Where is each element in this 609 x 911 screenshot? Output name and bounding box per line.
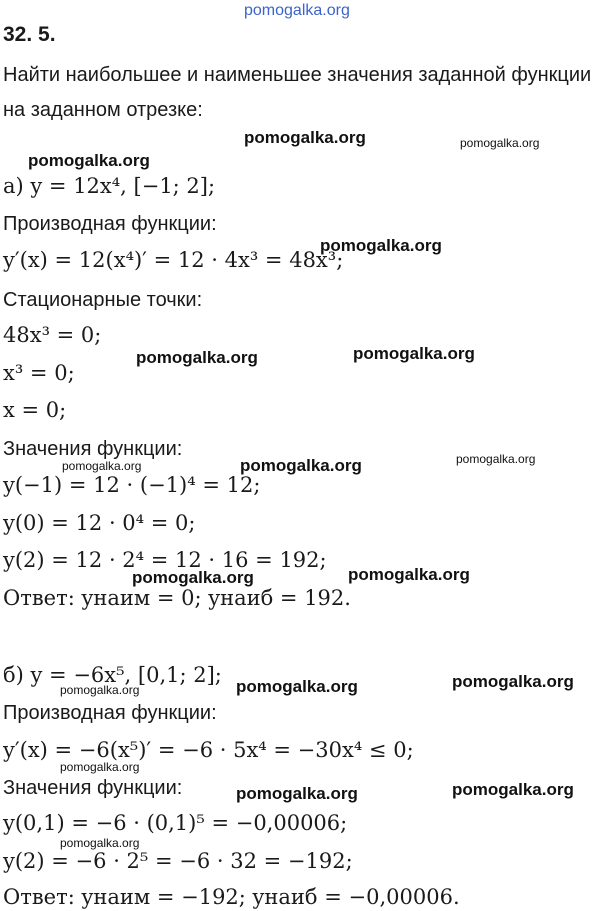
part-a-value-2: y(0) = 12 · 0⁴ = 0; bbox=[3, 511, 196, 535]
watermark: pomogalka.org bbox=[60, 836, 140, 850]
watermark: pomogalka.org bbox=[60, 683, 140, 697]
part-a-value-3: y(2) = 12 · 2⁴ = 12 · 16 = 192; bbox=[3, 548, 327, 572]
watermark: pomogalka.org bbox=[353, 344, 475, 363]
watermark: pomogalka.org bbox=[240, 456, 362, 475]
part-b-derivative: y′(x) = −6(x⁵)′ = −6 · 5x⁴ = −30x⁴ ≤ 0; bbox=[3, 738, 414, 762]
part-a-eq-1: 48x³ = 0; bbox=[3, 323, 102, 347]
part-b-statement: б) y = −6x⁵, [0,1; 2]; bbox=[3, 663, 222, 687]
watermark: pomogalka.org bbox=[60, 760, 140, 774]
part-a-derivative: y′(x) = 12(x⁴)′ = 12 · 4x³ = 48x³; bbox=[3, 248, 344, 272]
watermark: pomogalka.org bbox=[244, 128, 366, 147]
part-b-value-1: y(0,1) = −6 · (0,1)⁵ = −0,00006; bbox=[3, 811, 348, 835]
part-b-answer: Ответ: yнаим = −192; yнаиб = −0,00006. bbox=[3, 885, 460, 909]
part-a-eq-3: x = 0; bbox=[3, 398, 67, 422]
problem-number: 32. 5. bbox=[3, 23, 56, 46]
part-a-statement: а) y = 12x⁴, [−1; 2]; bbox=[3, 174, 216, 198]
watermark: pomogalka.org bbox=[136, 348, 258, 367]
part-a-stationary-heading: Стационарные точки: bbox=[3, 289, 203, 311]
watermark-top: pomogalka.org bbox=[244, 2, 350, 19]
watermark: pomogalka.org bbox=[132, 568, 254, 587]
part-a-eq-2: x³ = 0; bbox=[3, 361, 75, 385]
task-line-2: на заданном отрезке: bbox=[3, 99, 203, 121]
part-b-values-heading: Значения функции: bbox=[3, 777, 183, 799]
watermark: pomogalka.org bbox=[460, 136, 540, 150]
watermark: pomogalka.org bbox=[456, 452, 536, 466]
part-a-derivative-heading: Производная функции: bbox=[3, 213, 217, 235]
part-a-value-1: y(−1) = 12 · (−1)⁴ = 12; bbox=[3, 473, 261, 497]
watermark: pomogalka.org bbox=[320, 236, 442, 255]
part-a-answer: Ответ: yнаим = 0; yнаиб = 192. bbox=[3, 586, 351, 610]
watermark: pomogalka.org bbox=[236, 677, 358, 696]
watermark: pomogalka.org bbox=[348, 565, 470, 584]
part-b-value-2: y(2) = −6 · 2⁵ = −6 · 32 = −192; bbox=[3, 849, 353, 873]
watermark: pomogalka.org bbox=[452, 672, 574, 691]
part-a-values-heading: Значения функции: bbox=[3, 438, 183, 460]
watermark: pomogalka.org bbox=[236, 784, 358, 803]
watermark: pomogalka.org bbox=[452, 780, 574, 799]
watermark: pomogalka.org bbox=[28, 151, 150, 170]
watermark: pomogalka.org bbox=[62, 459, 142, 473]
task-line-1: Найти наибольшее и наименьшее значения заданной функции bbox=[3, 64, 592, 86]
part-b-derivative-heading: Производная функции: bbox=[3, 702, 217, 724]
